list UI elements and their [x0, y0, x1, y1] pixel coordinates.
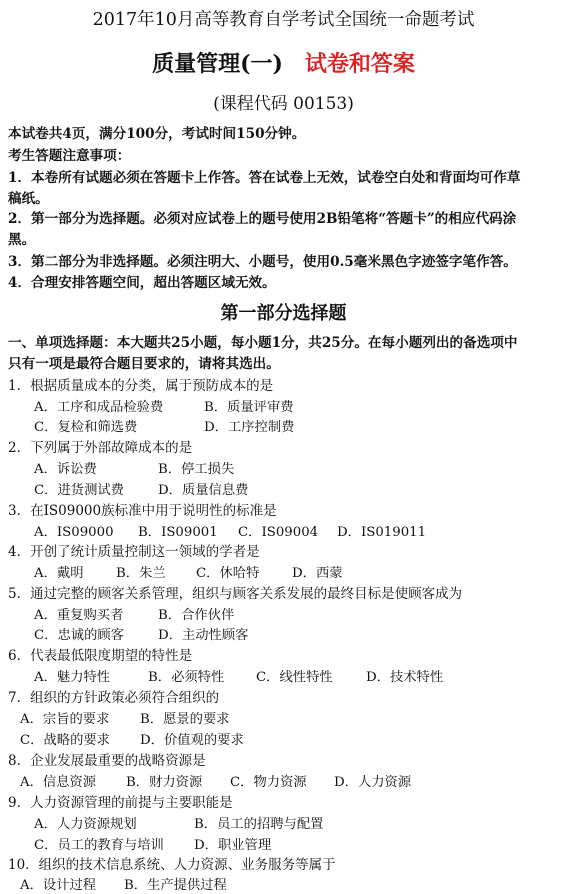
section-desc: 一、单项选择题：本大题共25小题，每小题1分，共25分。在每小题列出的备选项中 — [8, 335, 518, 351]
option-1c: C．复检和筛选费 — [34, 420, 138, 435]
option-7b: B．愿景的要求 — [140, 712, 230, 727]
note-2-cont: 黑。 — [8, 232, 36, 248]
question-6: 6．代表最低限度期望的特性是 — [8, 648, 193, 664]
option-1a: A．工序和成品检验费 — [34, 400, 164, 415]
notes-heading: 考生答题注意事项： — [8, 148, 131, 164]
question-5: 5．通过完整的顾客关系管理，组织与顾客关系发展的最终目标是使顾客成为 — [8, 586, 463, 602]
question-3: 3．在IS09000族标准中用于说明性的标准是 — [8, 503, 277, 519]
option-4c: C．休哈特 — [196, 566, 260, 581]
note-1: 1．本卷所有试题必须在答题卡上作答。答在试卷上无效，试卷空白处和背面均可作草 — [8, 170, 521, 186]
option-1b: B．质量评审费 — [204, 400, 294, 415]
option-8b: B．财力资源 — [126, 775, 203, 790]
option-10a: A．设计过程 — [20, 878, 97, 893]
section-title: 第一部分选择题 — [220, 303, 347, 324]
option-3d: D．IS019011 — [337, 525, 427, 540]
option-8d: D．人力资源 — [334, 775, 412, 790]
question-8: 8．企业发展最重要的战略资源是 — [8, 753, 206, 769]
option-5d: D．主动性顾客 — [158, 628, 249, 643]
option-2a: A．诉讼费 — [34, 462, 97, 477]
option-2d: D．质量信息费 — [158, 483, 249, 498]
option-4d: D．西蒙 — [292, 566, 343, 581]
option-6d: D．技术特性 — [366, 670, 444, 685]
option-8c: C．物力资源 — [230, 775, 307, 790]
question-4: 4．开创了统计质量控制这一领域的学者是 — [8, 544, 260, 560]
option-9a: A．人力资源规划 — [34, 817, 137, 832]
option-9d: D．职业管理 — [194, 838, 272, 853]
note-1-cont: 稿纸。 — [8, 191, 49, 207]
option-4a: A．戴明 — [34, 566, 84, 581]
option-3c: C．IS09004 — [238, 525, 319, 540]
option-3b: B．IS09001 — [138, 525, 218, 540]
option-5c: C．忠诚的顾客 — [34, 628, 124, 643]
option-7c: C．战略的要求 — [20, 733, 110, 748]
option-9b: B．员工的招聘与配置 — [194, 817, 324, 832]
question-2: 2．下列属于外部故障成本的是 — [8, 440, 193, 456]
option-6a: A．魅力特性 — [34, 670, 111, 685]
exam-header: 2017年10月高等教育自学考试全国统一命题考试 — [92, 10, 475, 30]
option-6b: B．必须特性 — [148, 670, 225, 685]
note-4: 4．合理安排答题空间，超出答题区域无效。 — [8, 275, 276, 291]
note-3: 3．第二部分为非选择题。必须注明大、小题号，使用0.5毫米黑色字迹签字笔作答。 — [8, 254, 517, 270]
option-6c: C．线性特性 — [256, 670, 333, 685]
option-1d: D．工序控制费 — [204, 420, 295, 435]
option-10b: B．生产提供过程 — [124, 878, 227, 893]
page-title — [0, 53, 567, 75]
question-1: 1．根据质量成本的分类，属于预防成本的是 — [8, 378, 274, 394]
option-4b: B．朱兰 — [116, 566, 166, 581]
option-8a: A．信息资源 — [20, 775, 97, 790]
exam-info: 本试卷共4页，满分100分，考试时间150分钟。 — [8, 126, 306, 142]
option-9c: C．员工的教育与培训 — [34, 838, 164, 853]
option-5a: A．重复购买者 — [34, 608, 124, 623]
option-2c: C．进货测试费 — [34, 483, 124, 498]
option-5b: B．合作伙伴 — [158, 608, 235, 623]
course-code: (课程代码 00153) — [213, 94, 354, 114]
title-highlight: 试卷和答案 — [304, 51, 415, 77]
option-7a: A．宗旨的要求 — [20, 712, 110, 727]
section-desc-cont: 只有一项是最符合题目要求的，请将其选出。 — [8, 356, 280, 372]
question-10: 10．组织的技术信息系统、人力资源、业务服务等属于 — [8, 857, 336, 873]
option-7d: D．价值观的要求 — [140, 733, 244, 748]
note-2: 2．第一部分为选择题。必须对应试卷上的题号使用2B铅笔将“答题卡”的相应代码涂 — [8, 211, 517, 227]
question-7: 7．组织的方针政策必须符合组织的 — [8, 690, 220, 706]
option-3a: A．IS09000 — [34, 525, 114, 540]
option-2b: B．停工损失 — [158, 462, 235, 477]
question-9: 9．人力资源管理的前提与主要职能是 — [8, 795, 233, 811]
course-title: 质量管理(一) — [152, 51, 283, 77]
